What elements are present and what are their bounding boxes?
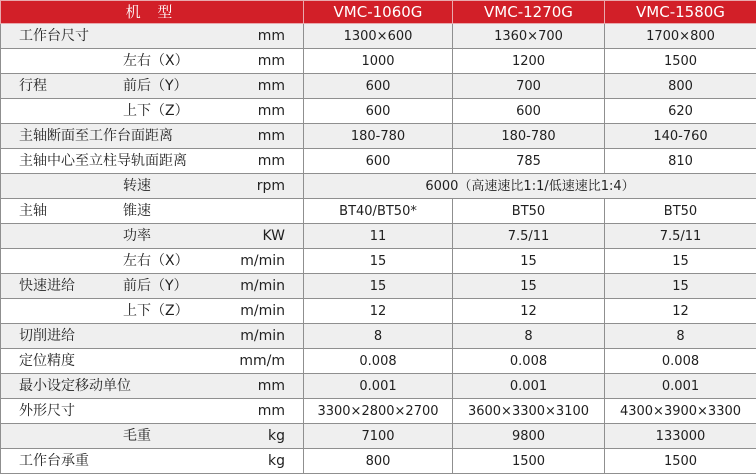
value-cell-span: 6000（高速速比1:1/低速速比1:4） [304, 174, 756, 199]
value-cell: 15 [453, 249, 605, 274]
unit-cell: mm/m [233, 349, 304, 374]
value-cell: 800 [605, 74, 756, 99]
value-cell: 140-760 [605, 124, 756, 149]
value-cell: 15 [605, 249, 756, 274]
value-cell: 1360×700 [453, 24, 605, 49]
value-cell: 1500 [605, 49, 756, 74]
unit-cell: KW [233, 224, 304, 249]
parameter-label: 外形尺寸 [1, 399, 233, 424]
value-cell: BT40/BT50* [304, 199, 453, 224]
table-row [1, 349, 756, 374]
value-cell: 0.008 [453, 349, 605, 374]
value-cell: 8 [605, 324, 756, 349]
value-cell: 180-780 [304, 124, 453, 149]
value-cell: 810 [605, 149, 756, 174]
table-row [1, 424, 756, 449]
model-name: VMC-1580G [605, 1, 756, 24]
parameter-label: 主轴中心至立柱导轨面距离 [1, 149, 233, 174]
value-cell: 9800 [453, 424, 605, 449]
parameter-group-cell [1, 224, 233, 249]
value-cell: 0.001 [605, 374, 756, 399]
unit-cell: mm [233, 24, 304, 49]
value-cell: 1500 [453, 449, 605, 474]
unit-cell: mm [233, 399, 304, 424]
parameter-name: 前后（Y） [123, 79, 188, 93]
unit-cell: mm [233, 99, 304, 124]
value-cell: 3600×3300×3100 [453, 399, 605, 424]
value-cell: 8 [304, 324, 453, 349]
table-row [1, 374, 756, 399]
value-cell: 8 [453, 324, 605, 349]
unit-cell: m/min [233, 299, 304, 324]
parameter-group-cell [1, 274, 233, 299]
value-cell: 133000 [605, 424, 756, 449]
table-row [1, 74, 756, 99]
value-cell: 1500 [605, 449, 756, 474]
table-row [1, 199, 756, 224]
table-row [1, 99, 756, 124]
value-cell: 3300×2800×2700 [304, 399, 453, 424]
parameter-label: 工作台承重 [1, 449, 233, 474]
table-row [1, 299, 756, 324]
value-cell: 1300×600 [304, 24, 453, 49]
parameter-label: 最小设定移动单位 [1, 374, 233, 399]
value-cell: 7.5/11 [605, 224, 756, 249]
value-cell: 0.008 [605, 349, 756, 374]
parameter-group-cell [1, 424, 233, 449]
value-cell: BT50 [453, 199, 605, 224]
value-cell: 600 [453, 99, 605, 124]
parameter-group-cell [1, 174, 233, 199]
table-row [1, 249, 756, 274]
value-cell: 1000 [304, 49, 453, 74]
parameter-group-cell [1, 199, 233, 224]
value-cell: 11 [304, 224, 453, 249]
value-cell: 785 [453, 149, 605, 174]
value-cell: 600 [304, 99, 453, 124]
value-cell: 0.001 [453, 374, 605, 399]
header-row [1, 1, 756, 24]
unit-cell: mm [233, 374, 304, 399]
parameter-category: 主轴 [1, 204, 123, 218]
table-row [1, 399, 756, 424]
parameter-name: 上下（Z） [123, 104, 189, 118]
value-cell: BT50 [605, 199, 756, 224]
table-row [1, 224, 756, 249]
unit-cell: kg [233, 449, 304, 474]
parameter-name: 前后（Y） [123, 279, 188, 293]
parameter-group-cell [1, 249, 233, 274]
value-cell: 700 [453, 74, 605, 99]
value-cell: 620 [605, 99, 756, 124]
unit-cell: mm [233, 74, 304, 99]
value-cell: 7100 [304, 424, 453, 449]
parameter-label: 工作台尺寸 [1, 24, 233, 49]
parameter-group-cell [1, 49, 233, 74]
unit-cell: m/min [233, 274, 304, 299]
unit-cell [233, 199, 304, 224]
value-cell: 15 [605, 274, 756, 299]
unit-cell: mm [233, 149, 304, 174]
unit-cell: kg [233, 424, 304, 449]
value-cell: 800 [304, 449, 453, 474]
parameter-category: 行程 [1, 79, 123, 93]
parameter-group-cell [1, 74, 233, 99]
model-header: 机 型 [1, 1, 304, 24]
parameter-group-cell [1, 299, 233, 324]
unit-cell: m/min [233, 249, 304, 274]
parameter-group-cell [1, 99, 233, 124]
table-row [1, 149, 756, 174]
parameter-name: 锥速 [123, 204, 151, 218]
table-row [1, 449, 756, 474]
value-cell: 180-780 [453, 124, 605, 149]
unit-cell: rpm [233, 174, 304, 199]
parameter-name: 转速 [123, 179, 151, 193]
value-cell: 600 [304, 149, 453, 174]
parameter-name: 上下（Z） [123, 304, 189, 318]
parameter-name: 左右（X） [123, 254, 189, 268]
table-row [1, 124, 756, 149]
parameter-label: 切削进给 [1, 324, 233, 349]
value-cell: 0.008 [304, 349, 453, 374]
value-cell: 12 [304, 299, 453, 324]
parameter-label: 定位精度 [1, 349, 233, 374]
unit-cell: mm [233, 49, 304, 74]
value-cell: 12 [453, 299, 605, 324]
value-cell: 4300×3900×3300 [605, 399, 756, 424]
parameter-name: 功率 [123, 229, 151, 243]
parameter-name: 左右（X） [123, 54, 189, 68]
value-cell: 15 [304, 274, 453, 299]
value-cell: 600 [304, 74, 453, 99]
table-row [1, 174, 756, 199]
value-cell: 0.001 [304, 374, 453, 399]
value-cell: 15 [304, 249, 453, 274]
table-row [1, 324, 756, 349]
value-cell: 7.5/11 [453, 224, 605, 249]
unit-cell: mm [233, 124, 304, 149]
parameter-name: 毛重 [123, 429, 151, 443]
value-cell: 12 [605, 299, 756, 324]
value-cell: 1700×800 [605, 24, 756, 49]
model-name: VMC-1060G [304, 1, 453, 24]
parameter-label: 主轴断面至工作台面距离 [1, 124, 233, 149]
value-cell: 15 [453, 274, 605, 299]
table-row [1, 49, 756, 74]
model-name: VMC-1270G [453, 1, 605, 24]
table-row [1, 24, 756, 49]
table-row [1, 274, 756, 299]
value-cell: 1200 [453, 49, 605, 74]
parameter-category: 快速进给 [1, 279, 123, 293]
unit-cell: m/min [233, 324, 304, 349]
